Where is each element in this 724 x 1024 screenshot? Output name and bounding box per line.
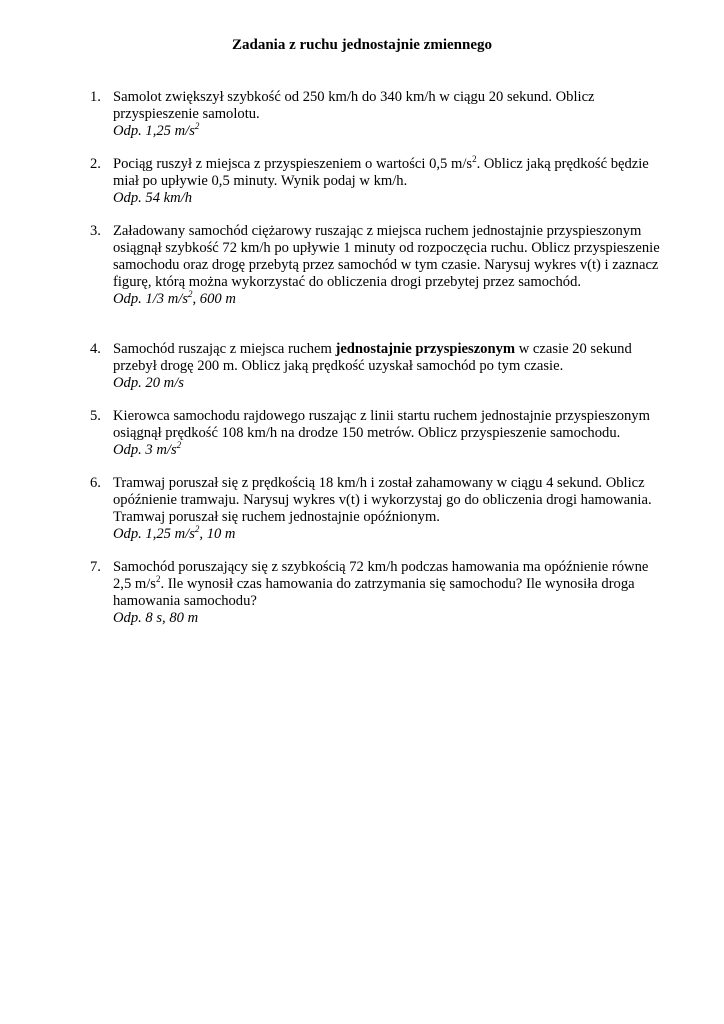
task-7	[90, 559, 660, 627]
task-text: Kierowca samochodu rajdowego ruszając z linii startu ruchem jednostajnie przyspieszonym osiągnął prędkość 108 km/h na drodze 150 metrów. Oblicz przyspieszenie samochodu.	[113, 408, 650, 441]
task-2	[90, 156, 660, 207]
task-number: 6.	[90, 475, 101, 491]
task-text: Pociąg ruszył z miejsca z przyspieszeniem o wartości 0,5 $m/s^2$. Oblicz jaką prędkość będzie miał po upływie 0,5 minuty. Wynik podaj w km/h.	[113, 154, 649, 189]
task-number: 2.	[90, 156, 101, 172]
task-text: Załadowany samochód ciężarowy ruszając z miejsca ruchem jednostajnie przyspieszonym osiągnął szybkość 72 km/h po upływie 1 minuty od rozpoczęcia ruchu. Oblicz przyspieszenie samochodu oraz drogę przebytą przez samochód w tym czasie. Narysuj wykres v(t) i zaznacz figurę, którą można wykorzystać do obliczenia drogi przebytej przez samochód.	[113, 223, 660, 290]
task-number: 3.	[90, 223, 101, 239]
task-answer: Odp. 3 $m/s^2$	[113, 440, 182, 458]
task-answer: Odp. 1,25 $m/s^2$, 10 m	[113, 524, 236, 542]
task-4	[90, 341, 660, 392]
task-number: 1.	[90, 89, 101, 105]
task-text: Samochód ruszając z miejsca ruchem jednostajnie przyspieszonym w czasie 20 sekund przebył drogę 200 m. Oblicz jaką prędkość uzyskał samochód po tym czasie.	[113, 341, 632, 374]
task-3	[90, 223, 660, 308]
task-answer: Odp. 8 s, 80 m	[113, 610, 199, 626]
task-5	[90, 408, 660, 459]
emphasis-text: jednostajnie przyspieszonym	[335, 341, 516, 357]
task-number: 5.	[90, 408, 101, 424]
task-answer: Odp. 54 km/h	[113, 190, 193, 206]
task-text: Samolot zwiększył szybkość od 250 km/h do 340 km/h w ciągu 20 sekund. Oblicz przyspieszenie samolotu.	[113, 89, 595, 122]
document-title: Zadania z ruchu jednostajnie zmiennego	[231, 37, 492, 53]
task-answer: Odp. 1/3 $m/s^2$, 600 m	[113, 289, 236, 307]
task-answer: Odp. 20 m/s	[113, 375, 184, 391]
task-text: Tramwaj poruszał się z prędkością 18 km/h i został zahamowany w ciągu 4 sekund. Oblicz opóźnienie tramwaju. Narysuj wykres v(t) i wykorzystaj go do obliczenia drogi hamowania. Tramwaj poruszał się ruchem jednostajnie opóźnionym.	[113, 475, 652, 525]
task-answer: Odp. 1,25 $m/s^2$	[113, 121, 200, 139]
task-number: 7.	[90, 559, 101, 575]
task-6	[90, 475, 660, 543]
task-number: 4.	[90, 341, 101, 357]
task-1	[90, 89, 660, 140]
task-text: Samochód poruszający się z szybkością 72 km/h podczas hamowania ma opóźnienie równe 2,5 $m/s^2$. Ile wynosił czas hamowania do zatrzymania się samochodu? Ile wynosiła droga hamowania samochodu?	[113, 559, 649, 609]
